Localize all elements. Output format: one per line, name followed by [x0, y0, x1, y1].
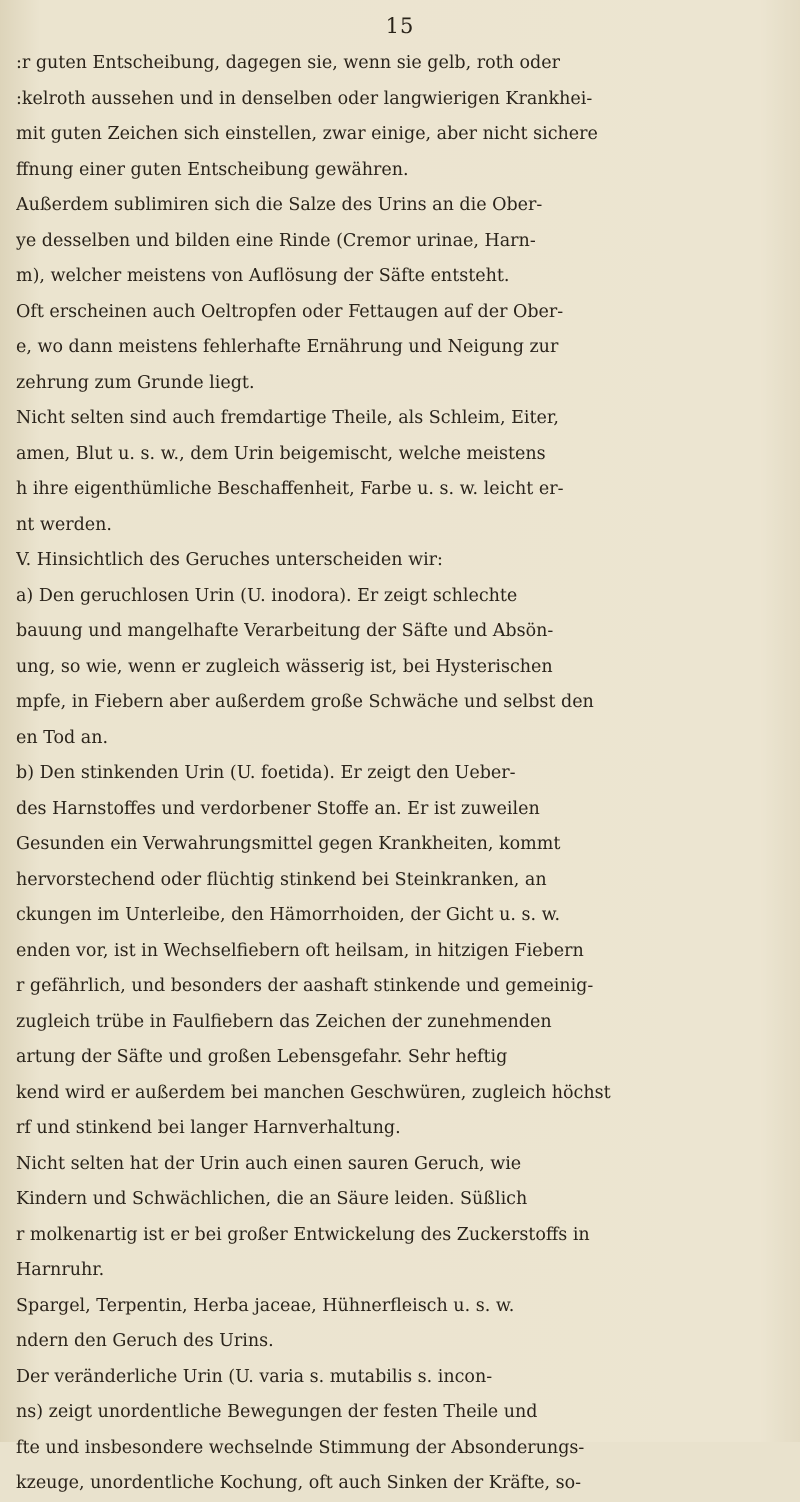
text-line: bauung und mangelhafte Verarbeitung der Säfte und Absön-	[16, 621, 554, 641]
text-line: hervorstechend oder flüchtig stinkend bei Steinkranken, an	[16, 869, 547, 890]
text-line: Der veränderliche Urin (U. varia s. mutabilis s. incon-	[16, 1366, 493, 1387]
text-line: Nicht selten sind auch fremdartige Theile, als Schleim, Eiter,	[16, 408, 559, 428]
text-line: V. Hinsichtlich des Geruches unterscheiden wir:	[16, 550, 443, 570]
text-line: nt werden.	[16, 514, 112, 535]
text-line: kend wird er außerdem bei manchen Geschwüren, zugleich höchst	[16, 1082, 611, 1103]
text-line: mpfe, in Fiebern aber außerdem große Schwäche und selbst den	[16, 692, 594, 712]
text-line: fte und insbesondere wechselnde Stimmung der Absonderungs-	[16, 1437, 585, 1458]
text-line: Außerdem sublimiren sich die Salze des Urins an die Ober-	[16, 195, 543, 215]
text-line: mit guten Zeichen sich einstellen, zwar einige, aber nicht sichere	[16, 124, 598, 144]
text-line: :kelroth aussehen und in denselben oder langwierigen Krankhei-	[16, 88, 593, 109]
text-line: Nicht selten hat der Urin auch einen sauren Geruch, wie	[16, 1153, 522, 1174]
text-line: des Harnstoffes und verdorbener Stoffe an. Er ist zuweilen	[16, 798, 540, 819]
text-line: e, wo dann meistens fehlerhafte Ernährung und Neigung zur	[16, 337, 559, 357]
text-line: amen, Blut u. s. w., dem Urin beigemischt, welche meistens	[16, 443, 546, 464]
page-text	[16, 46, 782, 1502]
text-line: b) Den stinkenden Urin (U. foetida). Er zeigt den Ueber-	[16, 763, 516, 783]
text-line: r molkenartig ist er bei großer Entwickelung des Zuckerstoffs in	[16, 1224, 590, 1245]
text-line: Kindern und Schwächlichen, die an Säure leiden. Süßlich	[16, 1189, 528, 1209]
text-line: h ihre eigenthümliche Beschaffenheit, Farbe u. s. w. leicht er-	[16, 479, 564, 499]
text-line: :r guten Entscheibung, dagegen sie, wenn sie gelb, roth oder	[16, 53, 560, 73]
text-line: ndern den Geruch des Urins.	[16, 1331, 274, 1351]
page-number: 15	[385, 14, 415, 38]
text-line: r gefährlich, und besonders der aashaft stinkende und gemeinig-	[16, 976, 594, 996]
text-line: Gesunden ein Verwahrungsmittel gegen Krankheiten, kommt	[16, 834, 561, 854]
text-line: Spargel, Terpentin, Herba jaceae, Hühnerfleisch u. s. w.	[16, 1295, 515, 1316]
text-line: Harnruhr.	[16, 1260, 105, 1280]
text-line: rf und stinkend bei langer Harnverhaltung.	[16, 1118, 401, 1138]
text-line: zugleich trübe in Faulfiebern das Zeichen der zunehmenden	[16, 1011, 552, 1032]
text-line: ckungen im Unterleibe, den Hämorrhoiden, der Gicht u. s. w.	[16, 905, 561, 925]
text-line: Oft erscheinen auch Oeltropfen oder Fettaugen auf der Ober-	[16, 301, 564, 322]
text-line: ffnung einer guten Entscheibung gewähren.	[16, 159, 409, 180]
text-line: en Tod an.	[16, 727, 109, 748]
text-line: zehrung zum Grunde liegt.	[16, 372, 255, 393]
text-line: ung, so wie, wenn er zugleich wässerig ist, bei Hysterischen	[16, 656, 553, 677]
text-line: a) Den geruchlosen Urin (U. inodora). Er zeigt schlechte	[16, 585, 518, 606]
text-line: kzeuge, unordentliche Kochung, oft auch Sinken der Kräfte, so-	[16, 1473, 582, 1493]
text-line: ye desselben und bilden eine Rinde (Cremor urinae, Harn-	[16, 230, 536, 251]
text-line: artung der Säfte und großen Lebensgefahr. Sehr heftig	[16, 1047, 508, 1067]
text-line: enden vor, ist in Wechselfiebern oft heilsam, in hitzigen Fiebern	[16, 940, 584, 961]
text-line: ns) zeigt unordentliche Bewegungen der festen Theile und	[16, 1402, 538, 1422]
text-line: m), welcher meistens von Auflösung der Säfte entsteht.	[16, 266, 510, 286]
